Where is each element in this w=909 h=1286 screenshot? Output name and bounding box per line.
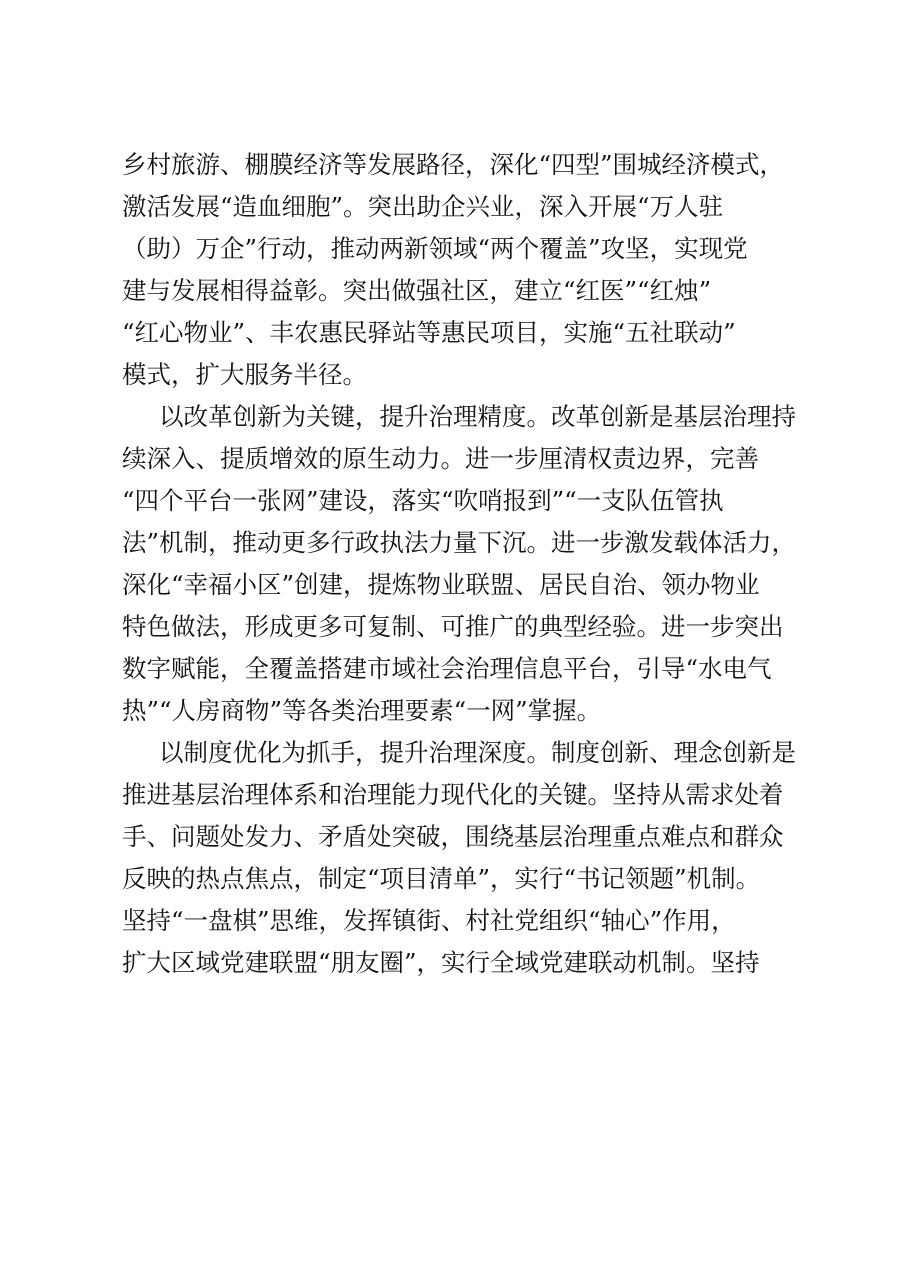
text-line: 坚持“一盘棋”思维，发挥镇街、村社党组织“轴心”作用， [122, 906, 736, 935]
text-line: 激活发展“造血细胞”。突出助企兴业，深入开展“万人驻 [122, 192, 724, 221]
text-line: 推进基层治理体系和治理能力现代化的关键。坚持从需求处着 [122, 780, 784, 809]
text-line: 续深入、提质增效的原生动力。进一步厘清权责边界，完善 [122, 444, 759, 473]
text-line: 法”机制，推动更多行政执法力量下沉。进一步激发载体活力， [122, 528, 797, 557]
text-line: 建与发展相得益彰。突出做强社区，建立“红医”“红烛” [122, 276, 712, 305]
text-line: 模式，扩大服务半径。 [122, 360, 367, 389]
body-text [122, 144, 802, 984]
text-line: 数字赋能，全覆盖搭建市域社会治理信息平台，引导“水电气 [122, 654, 772, 683]
text-line: “红心物业”、丰农惠民驿站等惠民项目，实施“五社联动” [122, 318, 736, 347]
paragraph-first-line: 以改革创新为关键，提升治理精度。改革创新是基层治理持 [159, 402, 796, 431]
text-line: 深化“幸福小区”创建，提炼物业联盟、居民自治、领办物业 [122, 570, 760, 599]
text-line: “四个平台一张网”建设，落实“吹哨报到”“一支队伍管执 [122, 486, 724, 515]
paragraph-first-line: 以制度优化为抓手，提升治理深度。制度创新、理念创新是 [159, 738, 796, 767]
text-line: 手、问题处发力、矛盾处突破，围绕基层治理重点难点和群众 [122, 822, 784, 851]
text-line: 特色做法，形成更多可复制、可推广的典型经验。进一步突出 [122, 612, 784, 641]
text-line: 热”“人房商物”等各类治理要素“一网”掌握。 [122, 696, 602, 725]
text-line: 乡村旅游、棚膜经济等发展路径，深化“四型”围城经济模式， [122, 150, 785, 179]
text-line: 扩大区域党建联盟“朋友圈”，实行全域党建联动机制。坚持 [122, 948, 760, 977]
text-line: 反映的热点焦点，制定“项目清单”，实行“书记领题”机制。 [122, 864, 761, 893]
text-line: （助）万企”行动，推动两新领域“两个覆盖”攻坚，实现党 [122, 234, 748, 263]
